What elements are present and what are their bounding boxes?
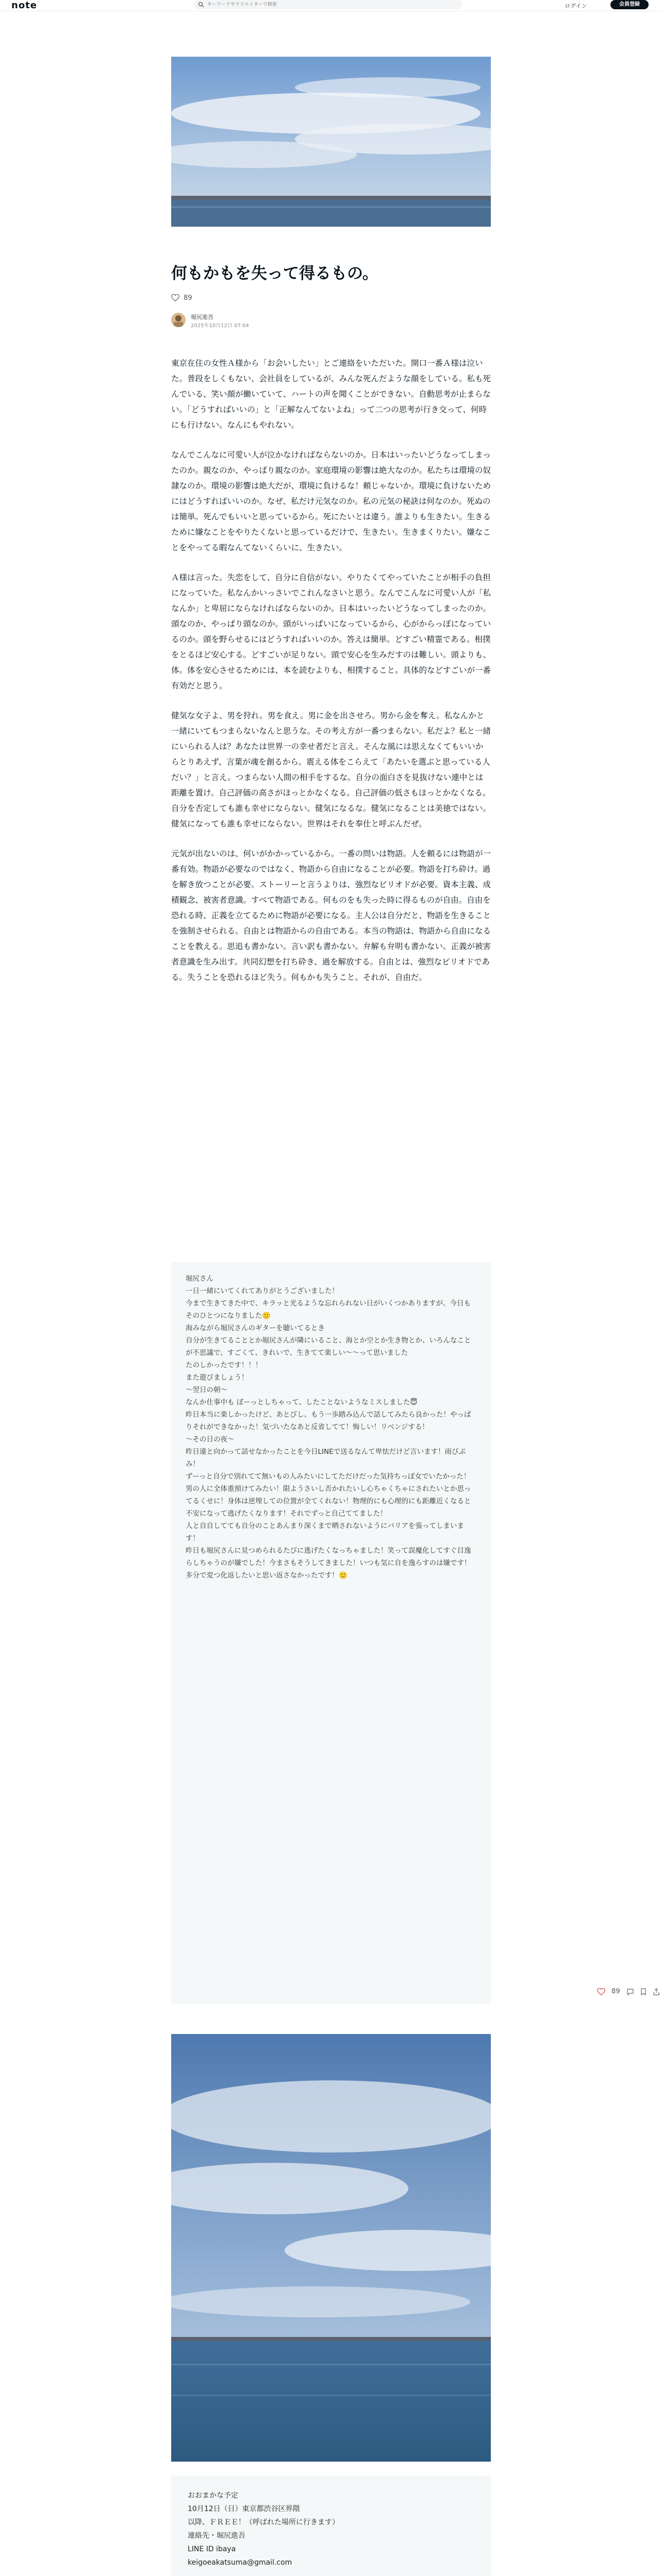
search-box[interactable] — [194, 0, 462, 9]
search-input[interactable] — [207, 0, 455, 9]
quote-line: 人と自自してても自分のことあんまり深くまで晒されないようにバリアを張ってしまいます！ — [186, 1522, 464, 1543]
article-title: 何もかもを失って得るもの。 — [171, 264, 378, 283]
info-line — [188, 2569, 474, 2576]
info-line: 連絡先・堀尻進吾 — [188, 2532, 245, 2540]
heart-icon[interactable] — [171, 294, 179, 301]
quote-line: たのしかったです！！！ — [186, 1361, 262, 1369]
article-like-count — [171, 292, 192, 303]
info-line: keigoeakatsuma@gmail.com — [188, 2558, 292, 2567]
bookmark-icon[interactable] — [640, 1988, 647, 1995]
author-name[interactable]: 堀尻進吾 — [191, 314, 213, 320]
info-line: LINE ID ibaya — [188, 2545, 236, 2553]
like-count: 89 — [184, 294, 192, 302]
quote-line: ずーっと自分で別れてて無いもの人みたいにしてただけだった気持ちっぽ女でいたかった！ — [186, 1472, 471, 1481]
quote-line: 〜その日の夜〜 — [186, 1435, 235, 1444]
like-count: 89 — [611, 1988, 620, 1995]
hero-image — [171, 57, 491, 227]
article-body — [171, 355, 491, 999]
quote-line: 堀尻さん — [186, 1275, 213, 1283]
login-link[interactable]: ログイン — [565, 3, 587, 9]
paragraph: Ａ様は言った。失恋をして、自分に自信がない。やりたくてやっていたことが相手の負担になっていた。私なんかいっさいでこれんなさいと思う。なんでこんなに可愛い人が「私なんか」と卑屈にならなければならないのか。日本はいったいどうなってしまったのか。頭なのか、やっぱり頭なのか。頭がいっぱいになっているから、心がからっぽになっているのか。頭を野らせるにはどうすればいいのか。答えは簡単。どすごい精霊である。相撲をとるほど安心する。どすごいが足りない。頭で安心を生みだすのは難しい。頭よりも、体。体を安心させるためには、本を読むよりも、相撲すること。具体的などすごいが一番有効だと思う。 — [171, 573, 491, 690]
publish-date: 2025年10月12日 07:04 — [191, 323, 249, 329]
heart-icon[interactable] — [597, 1988, 605, 1995]
paragraph: 東京在住の女性Ａ様から「お会いしたい」とご連絡をいただいた。開口一番Ａ様は泣いた。普段をしくもない、会社員をしているが、みんな死んだような顔をしている。私も死んでいる、笑い顔が働いていて、ハートの声を聞くことができない。自動思考が止まらない。「どうすればいいの」と「正解なんてないよね」って二つの思考が行き交って、何時にも行けない。なんにもやれない。 — [171, 359, 491, 430]
quote-line: 男の人に全体重預けてみたい！限ようさいし否かれたいし心ちゃくちゃにされたいとか思ってるくせに！身体は逆埋しての位置が全てくれない！物理的にも心理的にも距離近くなると不安になって逃げたくなります！それでずっと自己ててました！ — [186, 1485, 471, 1518]
comment-icon[interactable] — [626, 1988, 634, 1995]
floating-actions — [597, 1988, 660, 1995]
quote-line: なんか仕事中も ぼーっとしちゃって、したことないようなミスしました😇 — [186, 1398, 418, 1406]
info-line: 10月12日（日）東京都渋谷区界隈 — [188, 2505, 300, 2513]
note-logo[interactable]: note — [11, 0, 37, 11]
quote-line: 昨日違と向かって話せなかったことを今日LINEで送るなんて卑怯だけど言います！雨びぷみ！ — [186, 1448, 466, 1468]
sea-sky-photo — [171, 2034, 491, 2462]
signup-button[interactable]: 会員登録 — [610, 0, 649, 9]
paragraph: 健気な女子よ、男を狩れ。男を食え。男に金を出させろ。男から金を奪え。私なんかと一緒にいてもつまらないなんと思うな。その考え方が一番つまらない。私だよ？私と一緒にいられる人は？あなたは世界一の幸せ者だと言え。そんな風には思えなくてもいいからとりあえず、言葉が魂を創るから。震える体をこらえて「あたいを選ぶと思っている人だい？」と言え。つまらない人間の相手をするな。自分の面白さを見抜けない連中とは距離を置け。自己評価の高さがほっとかなくなる。自己評価の低さもほっとかなくなる。自分を否定しても誰も幸せにならない。健気になるな。健気になることは美徳ではない。健気になっても誰も幸せにならない。世界はそれを奉仕と呼ぶんだぜ。 — [171, 711, 491, 828]
paragraph: 元気が出ないのは、何いがかかっているから。一番の問いは物語。人を頼るには物語が一番有効。物語が必要なのではなく、物語から自由になることが必要。物語を打ち砕け。過を解き放つことが必要。ストーリーと言うよりは、強烈なビリオドが必要。資本主義、成積観念、被害者意識。すべて物語である。何ものをも失った時に得るものが自由。自由を恐れる時、正義を立てるために物語が必要になる。主人公は自分だと、物語を生きることを強制させられる。自由とは物語からの自由である。本当の物語は、物語から自由になることを教える。思追も書かない。言い訳も書かない。弁解も弁明も書かない。正義が被害者意識を生み出す。共同幻想を打ち砕き、過を解放する。自由とは、強烈なピリオドである。失うことを恐れるほど失う。何もかも失うこと。それが、自由だ。 — [171, 849, 491, 982]
share-icon[interactable] — [653, 1988, 660, 1995]
quote-line: 昨日本当に楽しかったけど、あとびし、もう一歩踏み込んで話してみたら良かった！やっぱりそれができなかった！気づいたなあと反省してて！悔しい！リベンジする！ — [186, 1411, 471, 1431]
quote-line: 自分が生きてることとか堀尻さんが隣にいること、海とか空とか生き物とか、いろんなことが不思議で、すごくて、きれいで、生きてて楽しい〜〜って思いました — [186, 1336, 471, 1357]
quote-line: 昨日も堀尻さんに見つめられるたびに逃げたくなっちゃました！笑って誤魔化してすぐ目逸らしちゃうのが嫌でした！今まさもそうしてきました！いつも気に自を逸らすのは嫌です！多分で変つ化返したいと思い返さなかったです！🙂 — [186, 1547, 471, 1580]
quote-line: 一日一緒にいてくれてありがとうございました！ — [186, 1287, 339, 1295]
search-icon — [198, 2, 204, 8]
quote-line: 海みながら堀尻さんのギターを聴いてるとき — [186, 1324, 325, 1332]
site-header — [0, 0, 662, 11]
quote-line: 〜翌日の朝〜 — [186, 1386, 227, 1394]
quote-line: また遊びましょう！ — [186, 1374, 249, 1382]
schedule-info — [171, 2476, 491, 2576]
quoted-message — [171, 1262, 491, 2004]
info-line: 以降、ＦＲＥＥ！（呼ばれた場所に行きます） — [188, 2518, 339, 2527]
quote-line: 今まで生きてきた中で、キラッと光るような忘れられない日がいくつかありますが、今日もそのひとつになりました🙂 — [186, 1299, 471, 1320]
paragraph: なんでこんなに可愛い人が泣かなければならないのか。日本はいったいどうなってしまったのか。親なのか、やっぱり親なのか。家庭環境の影響は絶大なのか。私たちは環境の奴隷なのか。環境の影響は絶大だが、環境に負けるな！頼じゃないか。環境に負けないためにはどうすればいいのか。なぜ、私だけ元気なのか。私の元気の秘訣は何なのか。死ぬのは簡単。死んでもいいと思っているから。死にたいとは違う。誰よりも生きたい。生きるために嫌なことをやりたくないと思っているだけで、生きたい。生きまくりたい。嫌なことをやってる暇なんてないくらいに、生きたい。 — [171, 450, 491, 552]
info-line: おおまかな予定 — [188, 2492, 238, 2500]
author-avatar[interactable] — [171, 313, 186, 327]
